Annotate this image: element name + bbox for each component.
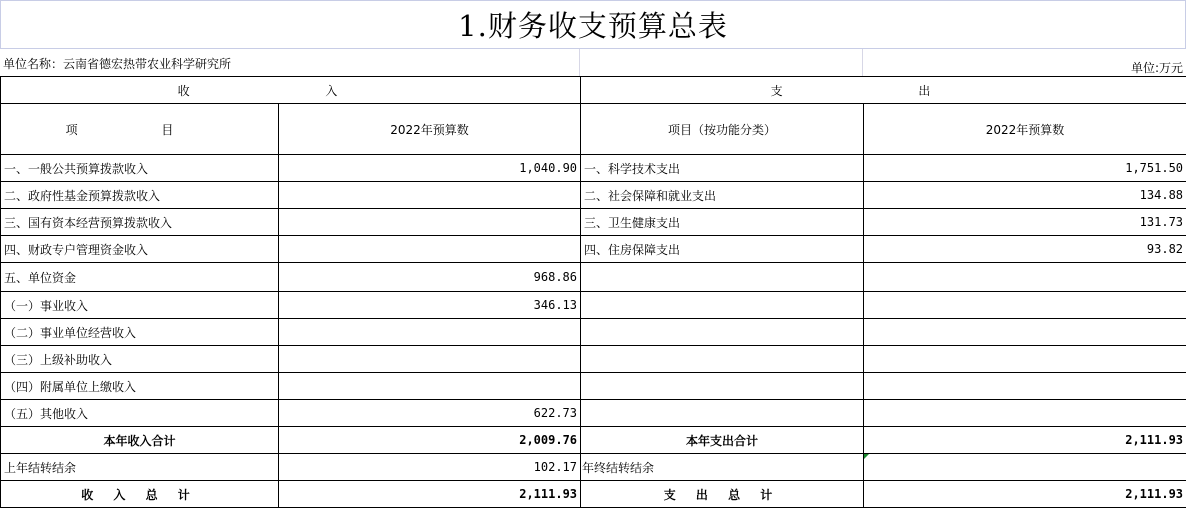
unit-row	[0, 49, 1186, 76]
income-section-header: 收 入	[1, 77, 581, 104]
income-carryover-value: 102.17	[279, 454, 581, 481]
income-item: （二）事业单位经营收入	[1, 319, 279, 346]
income-value	[279, 346, 581, 373]
expense-value	[864, 319, 1186, 346]
expense-value: 134.88	[864, 182, 1186, 209]
title-row	[0, 0, 1186, 49]
table-row	[1, 155, 1186, 182]
expense-value	[864, 292, 1186, 319]
expense-item	[581, 346, 864, 373]
section-header-row	[1, 77, 1186, 104]
expense-item: 三、卫生健康支出	[581, 209, 864, 236]
expense-item	[581, 263, 864, 292]
table-row	[1, 182, 1186, 209]
expense-item	[581, 292, 864, 319]
subtotal-row	[1, 427, 1186, 454]
unit-label-cell	[863, 49, 1186, 76]
table-row	[1, 236, 1186, 263]
total-row	[1, 481, 1186, 508]
expense-item: 一、科学技术支出	[581, 155, 864, 182]
income-item: （一）事业收入	[1, 292, 279, 319]
income-subtotal-value: 2,009.76	[279, 427, 581, 454]
table-row	[1, 209, 1186, 236]
unit-name: 单位名称：云南省德宏热带农业科学研究所	[0, 49, 580, 76]
unit-label: 单位:万元	[1130, 61, 1183, 75]
income-total-label: 收 入 总 计	[1, 481, 279, 508]
table-row	[1, 319, 1186, 346]
expense-budget-header: 2022年预算数	[864, 104, 1186, 155]
income-item: （五）其他收入	[1, 400, 279, 427]
income-item: （三）上级补助收入	[1, 346, 279, 373]
table-row	[1, 263, 1186, 292]
income-total-value: 2,111.93	[279, 481, 581, 508]
expense-subtotal-label: 本年支出合计	[581, 427, 864, 454]
expense-value: 93.82	[864, 236, 1186, 263]
income-value	[279, 373, 581, 400]
expense-total-value: 2,111.93	[864, 481, 1186, 508]
income-item: 四、财政专户管理资金收入	[1, 236, 279, 263]
expense-value: 131.73	[864, 209, 1186, 236]
budget-table	[0, 76, 1186, 508]
expense-item	[581, 319, 864, 346]
income-value: 622.73	[279, 400, 581, 427]
income-value: 346.13	[279, 292, 581, 319]
expense-value	[864, 400, 1186, 427]
income-item-header: 项 目	[1, 104, 279, 155]
income-value	[279, 236, 581, 263]
expense-carryover-label: 年终结转结余	[581, 454, 864, 481]
expense-subtotal-value: 2,111.93	[864, 427, 1186, 454]
income-value: 968.86	[279, 263, 581, 292]
income-item: 三、国有资本经营预算拨款收入	[1, 209, 279, 236]
income-value: 1,040.90	[279, 155, 581, 182]
expense-section-header: 支 出	[581, 77, 1186, 104]
expense-carryover-value	[864, 454, 1186, 481]
expense-value	[864, 263, 1186, 292]
column-header-row	[1, 104, 1186, 155]
income-budget-header: 2022年预算数	[279, 104, 581, 155]
income-subtotal-label: 本年收入合计	[1, 427, 279, 454]
table-row	[1, 346, 1186, 373]
expense-item: 四、住房保障支出	[581, 236, 864, 263]
income-value	[279, 319, 581, 346]
income-item: 二、政府性基金预算拨款收入	[1, 182, 279, 209]
income-item: 一、一般公共预算拨款收入	[1, 155, 279, 182]
income-item: （四）附属单位上缴收入	[1, 373, 279, 400]
income-item: 五、单位资金	[1, 263, 279, 292]
expense-value	[864, 346, 1186, 373]
table-row	[1, 373, 1186, 400]
income-value	[279, 182, 581, 209]
unit-row-empty-cell	[580, 49, 863, 76]
expense-value: 1,751.50	[864, 155, 1186, 182]
income-value	[279, 209, 581, 236]
table-row	[1, 292, 1186, 319]
page-title: 1.财务收支预算总表	[458, 9, 728, 43]
expense-item-header: 项目（按功能分类）	[581, 104, 864, 155]
carryover-row	[1, 454, 1186, 481]
income-carryover-label: 上年结转结余	[1, 454, 279, 481]
expense-item	[581, 400, 864, 427]
expense-item: 二、社会保障和就业支出	[581, 182, 864, 209]
expense-total-label: 支 出 总 计	[581, 481, 864, 508]
expense-value	[864, 373, 1186, 400]
expense-item	[581, 373, 864, 400]
table-row	[1, 400, 1186, 427]
